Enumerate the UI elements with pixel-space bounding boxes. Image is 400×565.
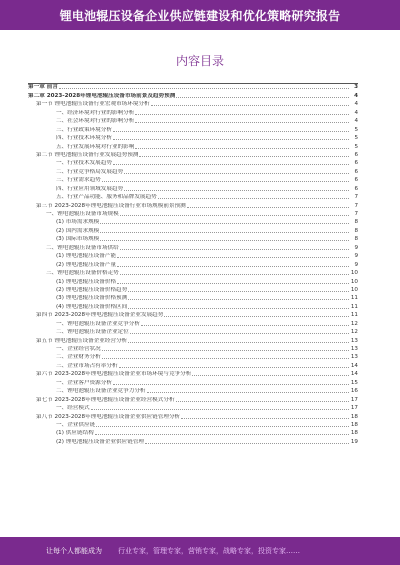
toc-entry[interactable] <box>28 421 358 429</box>
toc-entry-text: 五、行业发展环境对行业的影响 <box>56 143 135 150</box>
toc-leader-dots <box>141 325 349 326</box>
toc-entry[interactable] <box>28 193 358 201</box>
toc-entry[interactable] <box>28 294 358 302</box>
toc-entry-text: 第六节 2023-2028年锂电池辊压设备企业市场环境与竞争分析 <box>36 371 192 378</box>
toc-leader-dots <box>158 198 349 199</box>
toc-entry[interactable] <box>28 159 358 167</box>
toc-entry[interactable] <box>28 370 358 378</box>
toc-entry[interactable] <box>28 226 358 234</box>
toc-page-number: 4 <box>354 118 358 125</box>
toc-entry[interactable] <box>28 151 358 159</box>
toc-leader-dots <box>147 392 349 393</box>
toc-entry[interactable] <box>28 201 358 209</box>
toc-page-number: 4 <box>354 109 358 116</box>
table-of-contents <box>28 83 358 446</box>
toc-entry-text: (2) 锂电池辊压设备企业供应链管理 <box>56 438 145 445</box>
toc-page-number: 19 <box>350 438 358 445</box>
toc-entry[interactable] <box>28 387 358 395</box>
toc-entry[interactable] <box>28 83 358 91</box>
toc-page-number: 7 <box>354 202 358 209</box>
footer-slogan: 让每个人都能成为 <box>46 547 102 555</box>
toc-entry[interactable] <box>28 302 358 310</box>
toc-entry[interactable] <box>28 176 358 184</box>
toc-leader-dots <box>128 291 349 292</box>
toc-entry-text: 二、锂电池辊压设备企业竞争力分析 <box>56 388 146 395</box>
toc-entry-text: 一、锂电池辊压设备企业竞争分析 <box>56 320 140 327</box>
toc-page-number: 14 <box>350 362 358 369</box>
toc-page-number: 18 <box>350 421 358 428</box>
toc-leader-dots <box>91 409 349 410</box>
toc-leader-dots <box>100 232 349 233</box>
toc-entry-text: (2) 锂电池辊压设备价格趋势 <box>56 286 128 293</box>
toc-leader-dots <box>151 105 349 106</box>
toc-page-number: 10 <box>350 286 358 293</box>
toc-leader-dots <box>96 426 349 427</box>
toc-entry-text: 第一节 锂电池辊压设备行业宏观市场环境分析 <box>36 101 150 108</box>
toc-page-number: 12 <box>350 329 358 336</box>
toc-page-number: 17 <box>350 405 358 412</box>
toc-entry-text: (2) 锂电池辊压设备产量 <box>56 261 117 268</box>
toc-entry[interactable] <box>28 345 358 353</box>
toc-leader-dots <box>120 215 349 216</box>
toc-leader-dots <box>124 173 349 174</box>
toc-entry-text: 二、企业财务分析 <box>56 354 101 361</box>
toc-entry-text: 第八节 2023-2028年锂电池辊压设备企业供应链管理分析 <box>36 413 181 420</box>
toc-entry-text: 三、锂电池辊压设备价格走势 <box>46 270 119 277</box>
toc-page-number: 9 <box>354 261 358 268</box>
toc-leader-dots <box>124 190 349 191</box>
toc-leader-dots <box>102 181 349 182</box>
toc-leader-dots <box>117 257 349 258</box>
toc-entry[interactable] <box>28 412 358 420</box>
toc-entry-text: 四、行业应用领域发展趋势 <box>56 185 124 192</box>
toc-entry-text: (4) 锂电池辊压设备价格区间 <box>56 303 128 310</box>
toc-page-number: 5 <box>354 143 358 150</box>
toc-leader-dots <box>102 358 349 359</box>
toc-page-number: 8 <box>354 236 358 243</box>
toc-entry-text: (1) 锂电池辊压设备价格 <box>56 278 117 285</box>
toc-page-number: 6 <box>354 160 358 167</box>
toc-leader-dots <box>145 443 349 444</box>
toc-entry[interactable] <box>28 269 358 277</box>
toc-entry[interactable] <box>28 252 358 260</box>
toc-page-number: 11 <box>350 312 358 319</box>
toc-page-number: 7 <box>354 211 358 217</box>
toc-entry[interactable] <box>28 91 358 99</box>
toc-page-number: 6 <box>354 168 358 175</box>
toc-entry[interactable] <box>28 235 358 243</box>
toc-page-number: 10 <box>350 278 358 285</box>
toc-entry[interactable] <box>28 117 358 125</box>
toc-entry[interactable] <box>28 260 358 268</box>
toc-entry-text: 第一章 前言 <box>28 84 58 91</box>
toc-entry[interactable] <box>28 142 358 150</box>
toc-page-number: 4 <box>354 101 358 108</box>
toc-entry[interactable] <box>28 218 358 226</box>
toc-leader-dots <box>181 418 349 419</box>
toc-entry-text: 第二章 2023-2028年锂电池辊压设备市场前景及趋势预测 <box>28 92 176 99</box>
toc-entry[interactable] <box>28 277 358 285</box>
toc-entry-text: (1) 市场需求规模 <box>56 219 100 226</box>
toc-page-number: 12 <box>350 320 358 327</box>
toc-page-number: 8 <box>354 219 358 226</box>
toc-leader-dots <box>130 333 349 334</box>
toc-leader-dots <box>113 384 349 385</box>
toc-entry[interactable] <box>28 404 358 412</box>
toc-entry[interactable] <box>28 328 358 336</box>
toc-page-number: 4 <box>354 92 358 99</box>
toc-leader-dots <box>120 249 349 250</box>
toc-page-number: 11 <box>350 295 358 302</box>
report-header <box>0 0 400 30</box>
toc-entry[interactable] <box>28 437 358 445</box>
toc-leader-dots <box>117 283 349 284</box>
toc-page-number: 5 <box>354 126 358 133</box>
footer-tagline: 行业专家，管理专家，营销专家，战略专家，投资专家…… <box>118 547 300 555</box>
toc-leader-dots <box>113 139 349 140</box>
toc-page-number: 13 <box>350 354 358 361</box>
toc-entry[interactable] <box>28 378 358 386</box>
toc-page-number: 6 <box>354 177 358 184</box>
toc-entry[interactable] <box>28 311 358 319</box>
toc-leader-dots <box>164 316 349 317</box>
toc-page-number: 10 <box>350 270 358 277</box>
toc-leader-dots <box>100 240 349 241</box>
toc-page-number: 11 <box>350 303 358 310</box>
toc-page-number: 9 <box>354 253 358 260</box>
toc-entry-text: 三、行业需求趋势 <box>56 177 101 184</box>
toc-entry-text: 第四节 2023-2028年锂电池辊压设备企业发展趋势 <box>36 312 164 319</box>
toc-leader-dots <box>176 401 349 402</box>
toc-page-number: 18 <box>350 413 358 420</box>
toc-leader-dots <box>117 266 349 267</box>
toc-entry-text: (3) 国际市场规模 <box>56 236 100 243</box>
toc-entry[interactable] <box>28 286 358 294</box>
toc-leader-dots <box>128 308 349 309</box>
toc-entry[interactable] <box>28 395 358 403</box>
toc-heading: 内容目录 <box>175 54 224 68</box>
toc-entry-text: 五、行业产品功能、服务和品牌发展趋势 <box>56 194 157 201</box>
toc-entry-text: 一、经济环境对行业的影响分析 <box>56 109 135 116</box>
toc-entry-text: 一、经营模式 <box>56 405 90 412</box>
toc-leader-dots <box>59 88 349 89</box>
toc-entry[interactable] <box>28 134 358 142</box>
toc-entry-text: 三、行业政策环境分析 <box>56 126 112 133</box>
toc-leader-dots <box>187 207 349 208</box>
toc-entry-text: 第二节 锂电池辊压设备行业发展趋势预测 <box>36 151 139 158</box>
toc-page-number: 9 <box>354 244 358 251</box>
toc-entry-text: 一、企业供应链 <box>56 421 96 428</box>
report-title: 锂电池辊压设备企业供应链建设和优化策略研究报告 <box>59 8 341 23</box>
toc-entry-text: 一、企业经营状况 <box>56 346 101 352</box>
toc-entry[interactable] <box>28 336 358 344</box>
toc-page-number: 6 <box>354 185 358 192</box>
toc-leader-dots <box>176 97 349 98</box>
toc-entry[interactable] <box>28 184 358 192</box>
toc-entry-text: 第七节 2023-2028年锂电池辊压设备企业经营模式分析 <box>36 396 175 403</box>
toc-entry-text: 三、企业市场占有率分析 <box>56 362 118 369</box>
toc-entry[interactable] <box>28 108 358 116</box>
toc-entry[interactable] <box>28 125 358 133</box>
toc-page-number: 5 <box>354 135 358 142</box>
toc-entry-text: 二、社会环境对行业的影响分析 <box>56 118 135 125</box>
toc-entry-text: 一、锂电池辊压设备市场规模 <box>46 211 119 217</box>
toc-entry[interactable] <box>28 353 358 361</box>
toc-entry-text: (3) 锂电池辊压设备价格预测 <box>56 295 128 302</box>
toc-page-number: 13 <box>350 337 358 344</box>
toc-entry[interactable] <box>28 167 358 175</box>
toc-entry-text: 二、锂电池辊压设备市场供给 <box>46 244 119 251</box>
toc-leader-dots <box>113 164 349 165</box>
toc-page-number: 6 <box>354 151 358 158</box>
toc-entry-text: 第三节 2023-2028年锂电池辊压设备行业市场规模前景预测 <box>36 202 186 209</box>
toc-leader-dots <box>135 148 349 149</box>
toc-entry-text: 二、锂电池辊压设备企业定位 <box>56 329 129 336</box>
toc-page-number: 14 <box>350 371 358 378</box>
toc-entry-text: 第五节 锂电池辊压设备企业经营分析 <box>36 337 128 344</box>
toc-entry-text: (2) 国内需求规模 <box>56 227 100 234</box>
toc-entry-text: 一、企业客户资源分析 <box>56 379 112 386</box>
toc-leader-dots <box>135 122 349 123</box>
toc-leader-dots <box>113 131 349 132</box>
toc-entry-text: 四、行业技术环境分析 <box>56 135 112 142</box>
toc-page-number: 17 <box>350 396 358 403</box>
toc-entry-text: (1) 锂电池辊压设备产能 <box>56 253 117 260</box>
toc-entry[interactable] <box>28 243 358 251</box>
toc-entry-text: (1) 供应链结构 <box>56 430 94 437</box>
toc-entry-text: 二、行业竞争格局发展趋势 <box>56 168 124 175</box>
toc-leader-dots <box>119 367 349 368</box>
toc-entry[interactable] <box>28 429 358 437</box>
toc-entry[interactable] <box>28 319 358 327</box>
toc-entry-text: 一、行业技术发展趋势 <box>56 160 112 167</box>
toc-leader-dots <box>100 223 349 224</box>
toc-page-number: 15 <box>350 379 358 386</box>
toc-leader-dots <box>135 114 349 115</box>
toc-page-number: 13 <box>350 346 358 352</box>
toc-leader-dots <box>95 434 349 435</box>
toc-page-number: 16 <box>350 388 358 395</box>
toc-page-number: 3 <box>354 84 358 91</box>
toc-leader-dots <box>128 299 349 300</box>
toc-entry[interactable] <box>28 210 358 218</box>
report-footer <box>0 537 400 565</box>
toc-leader-dots <box>102 350 349 351</box>
toc-page-number: 7 <box>354 194 358 201</box>
toc-entry[interactable] <box>28 361 358 369</box>
toc-page-number: 18 <box>350 430 358 437</box>
toc-leader-dots <box>139 156 349 157</box>
toc-leader-dots <box>128 342 349 343</box>
toc-leader-dots <box>120 274 349 275</box>
toc-entry[interactable] <box>28 100 358 108</box>
toc-leader-dots <box>192 375 349 376</box>
toc-page-number: 8 <box>354 227 358 234</box>
